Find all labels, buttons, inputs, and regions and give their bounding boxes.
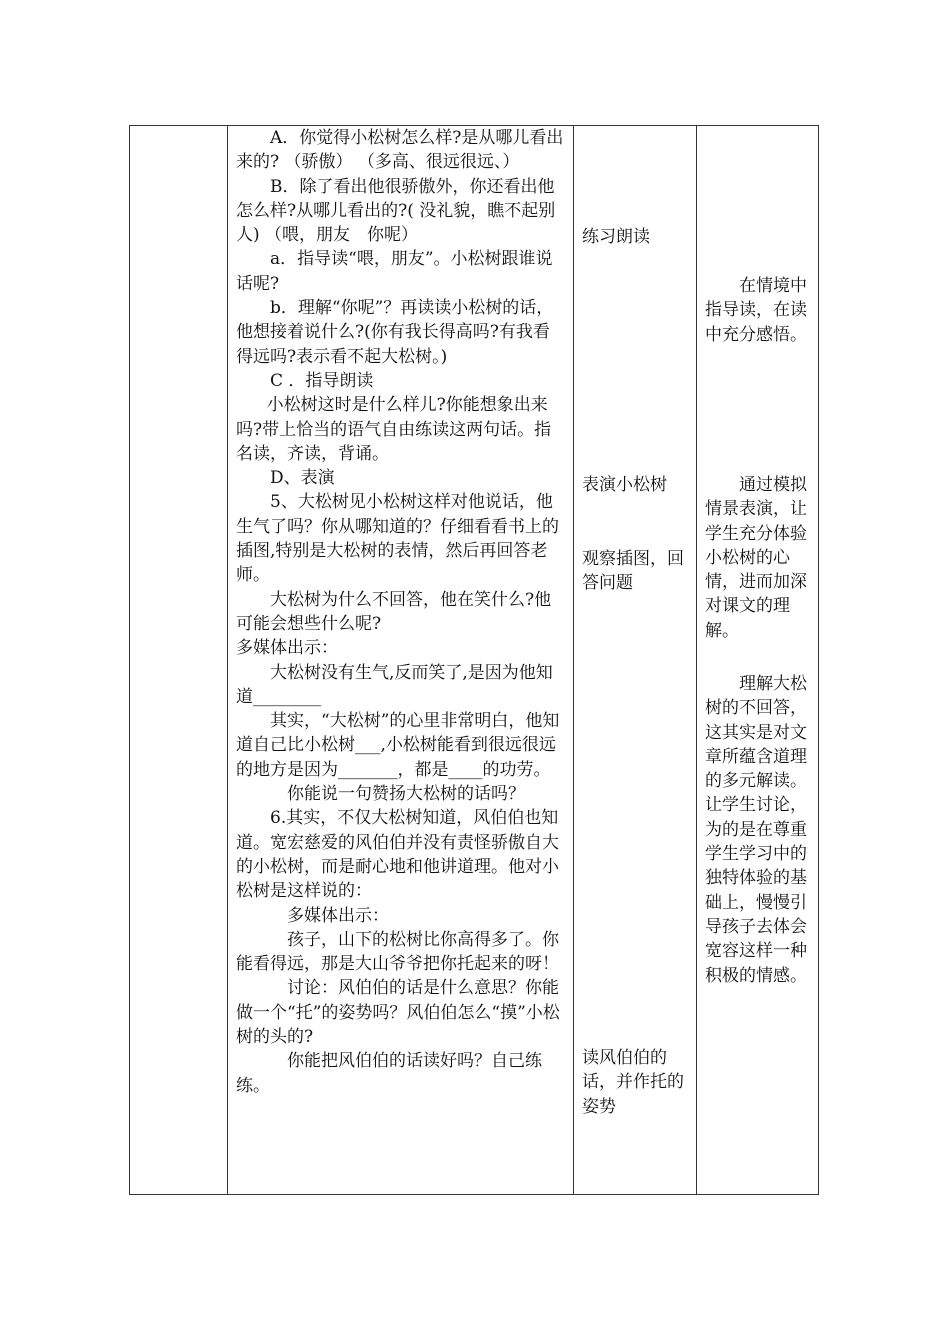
paragraph: 大松树为什么不回答，他在笑什么?他可能会想些什么呢? <box>236 589 552 634</box>
column-divider <box>227 125 228 1195</box>
paragraph: C ．指导朗读 <box>270 370 374 391</box>
activity-text: 练习朗读 <box>582 227 650 247</box>
paragraph: D、表演 <box>270 468 335 489</box>
paragraph: 你能说一句赞扬大松树的话吗？ <box>287 784 525 805</box>
paragraph: 孩子，山下的松树比你高得多了。你能看得远，那是大山爷爷把你托起来的呀！ <box>236 929 559 975</box>
paragraph: B．除了看出他很骄傲外，你还看出他怎么样?从哪儿看出的?( 没礼貌，瞧不起别人) （喂，朋友 你呢） <box>236 176 556 246</box>
intent-text: 通过模拟情景表演，让学生充分体验小松树的心情，进而加深对课文的理解。 <box>705 475 807 641</box>
paragraph: 你能把风伯伯的话读好吗？自己练练。 <box>236 1051 542 1096</box>
activity-text: 表演小松树 <box>582 475 667 495</box>
paragraph: 5、大松树见小松树这样对他说话，他生气了吗？你从哪知道的？仔细看看书上的插图,特别是大松树的表情，然后再回答老师。 <box>236 492 559 586</box>
intent-text: 在情境中指导读，在读中充分感悟。 <box>705 276 807 345</box>
paragraph: 多媒体出示： <box>287 905 389 926</box>
teaching-process-column <box>236 126 566 1098</box>
paragraph: 小松树这时是什么样儿?你能想象出来吗?带上恰当的语气自由练读这两句话。指名读，齐读，背诵。 <box>236 395 552 464</box>
paragraph: a．指导读“喂，朋友”。小松树跟谁说话呢? <box>236 249 553 294</box>
design-intent-column <box>705 126 811 1186</box>
activity-text: 观察插图，回答问题 <box>582 549 684 594</box>
column-divider <box>696 125 697 1195</box>
intent-text: 理解大松树的不回答，这其实是对文章所蕴含道理的多元解读。让学生讨论，为的是在尊重学生学习中的独特体验的基础上，慢慢引导孩子去体会宽容这样一种积极的情感。 <box>705 674 807 986</box>
student-activity-column <box>582 126 690 1186</box>
paragraph: 大松树没有生气,反而笑了,是因为他知道________ <box>236 662 553 707</box>
paragraph: 其实，“大松树”的心里非常明白，他知道自己比小松树___,小松树能看到很远很远的地方是因为_______，都是____的功劳。 <box>236 711 560 780</box>
column-divider <box>573 125 574 1195</box>
activity-text: 读风伯伯的话，并作托的姿势 <box>582 1048 684 1117</box>
paragraph: 多媒体出示： <box>236 638 338 659</box>
paragraph: A．你觉得小松树怎么样?是从哪儿看出来的? （骄傲） （多高、很远很远、） <box>236 128 564 173</box>
paragraph: 6.其实，不仅大松树知道，风伯伯也知道。宽宏慈爱的风伯伯并没有责怪骄傲自大的小松树，而是耐心地和他讲道理。他对小松树是这样说的： <box>236 808 559 902</box>
paragraph: 讨论：风伯伯的话是什么意思？你能做一个“托”的姿势吗？风伯伯怎么“摸”小松树的头的? <box>236 978 560 1047</box>
paragraph: b．理解“你呢”？再读读小松树的话，他想接着说什么?(你有我长得高吗?有我看得远吗?表示看不起大松树。) <box>236 298 554 367</box>
